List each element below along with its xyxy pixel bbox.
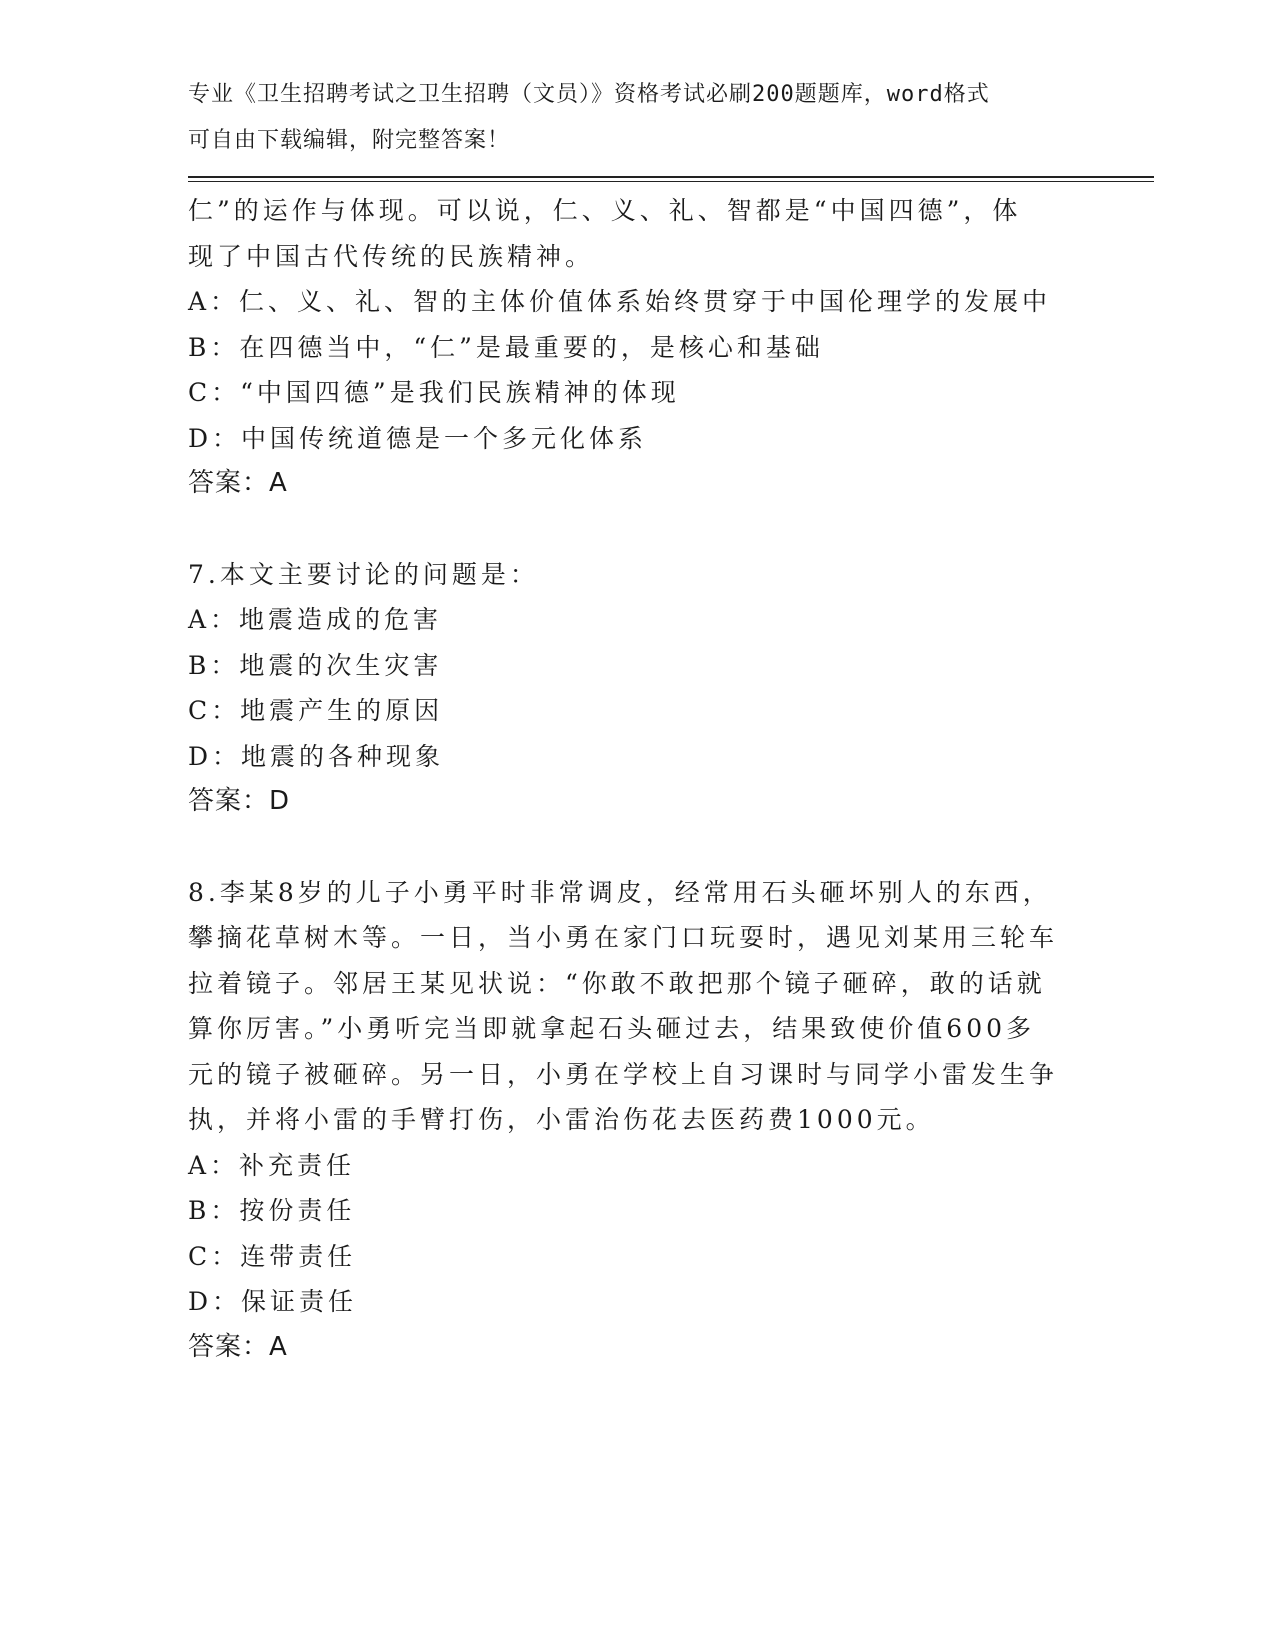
option-c: C：“中国四德”是我们民族精神的体现 [188,378,680,407]
option-c: C：连带责任 [188,1241,357,1271]
question-stem-line: 攀摘花草树木等。一日，当小勇在家门口玩耍时，遇见刘某用三轮车 [188,923,1059,952]
question-stem-line: 元的镜子被砸碎。另一日，小勇在学校上自习课时与同学小雷发生争 [188,1059,1059,1089]
question-7 [188,552,1088,825]
answer-label: 答案：A [188,1331,288,1362]
document-body [188,188,1088,1370]
option-d: D：地震的各种现象 [188,741,445,771]
question-stem-line: 拉着镜子。邻居王某见状说：“你敢不敢把那个镜子砸碎，敢的话就 [188,968,1046,998]
page-header [188,72,1068,163]
question-8 [188,870,1088,1371]
answer-label: 答案：D [188,786,291,816]
question-stem-line: 仁”的运作与体现。可以说，仁、义、礼、智都是“中国四德”，体 [188,196,1022,225]
spacer [188,507,1088,552]
answer-label: 答案：A [188,468,288,498]
option-b: B：在四德当中，“仁”是最重要的，是核心和基础 [188,332,824,362]
header-title-line-1: 专业《卫生招聘考试之卫生招聘（文员）》资格考试必刷200题题库，word格式 [188,82,990,107]
option-b: B：按份责任 [188,1196,356,1225]
option-a: A：补充责任 [188,1150,356,1180]
question-stem-line: 8.李某8岁的儿子小勇平时非常调皮，经常用石头砸坏别人的东西， [188,877,1052,907]
question-stem-line: 现了中国古代传统的民族精神。 [188,241,595,271]
question-stem-line: 算你厉害。”小勇听完当即就拿起石头砸过去，结果致使价值600多 [188,1014,1036,1043]
question-stem-line: 执，并将小雷的手臂打伤，小雷治伤花去医药费1000元。 [188,1105,935,1134]
question-stem-line: 7.本文主要讨论的问题是： [188,559,539,589]
option-c: C：地震产生的原因 [188,696,444,725]
option-a: A：地震造成的危害 [188,605,443,634]
header-divider [188,176,1154,182]
option-b: B：地震的次生灾害 [188,650,443,680]
option-a: A：仁、义、礼、智的主体价值体系始终贯穿于中国伦理学的发展中 [188,287,1052,316]
question-6 [188,188,1088,507]
option-d: D：中国传统道德是一个多元化体系 [188,423,648,453]
option-d: D：保证责任 [188,1287,358,1316]
header-title-line-2: 可自由下载编辑，附完整答案！ [188,127,511,153]
spacer [188,825,1088,870]
